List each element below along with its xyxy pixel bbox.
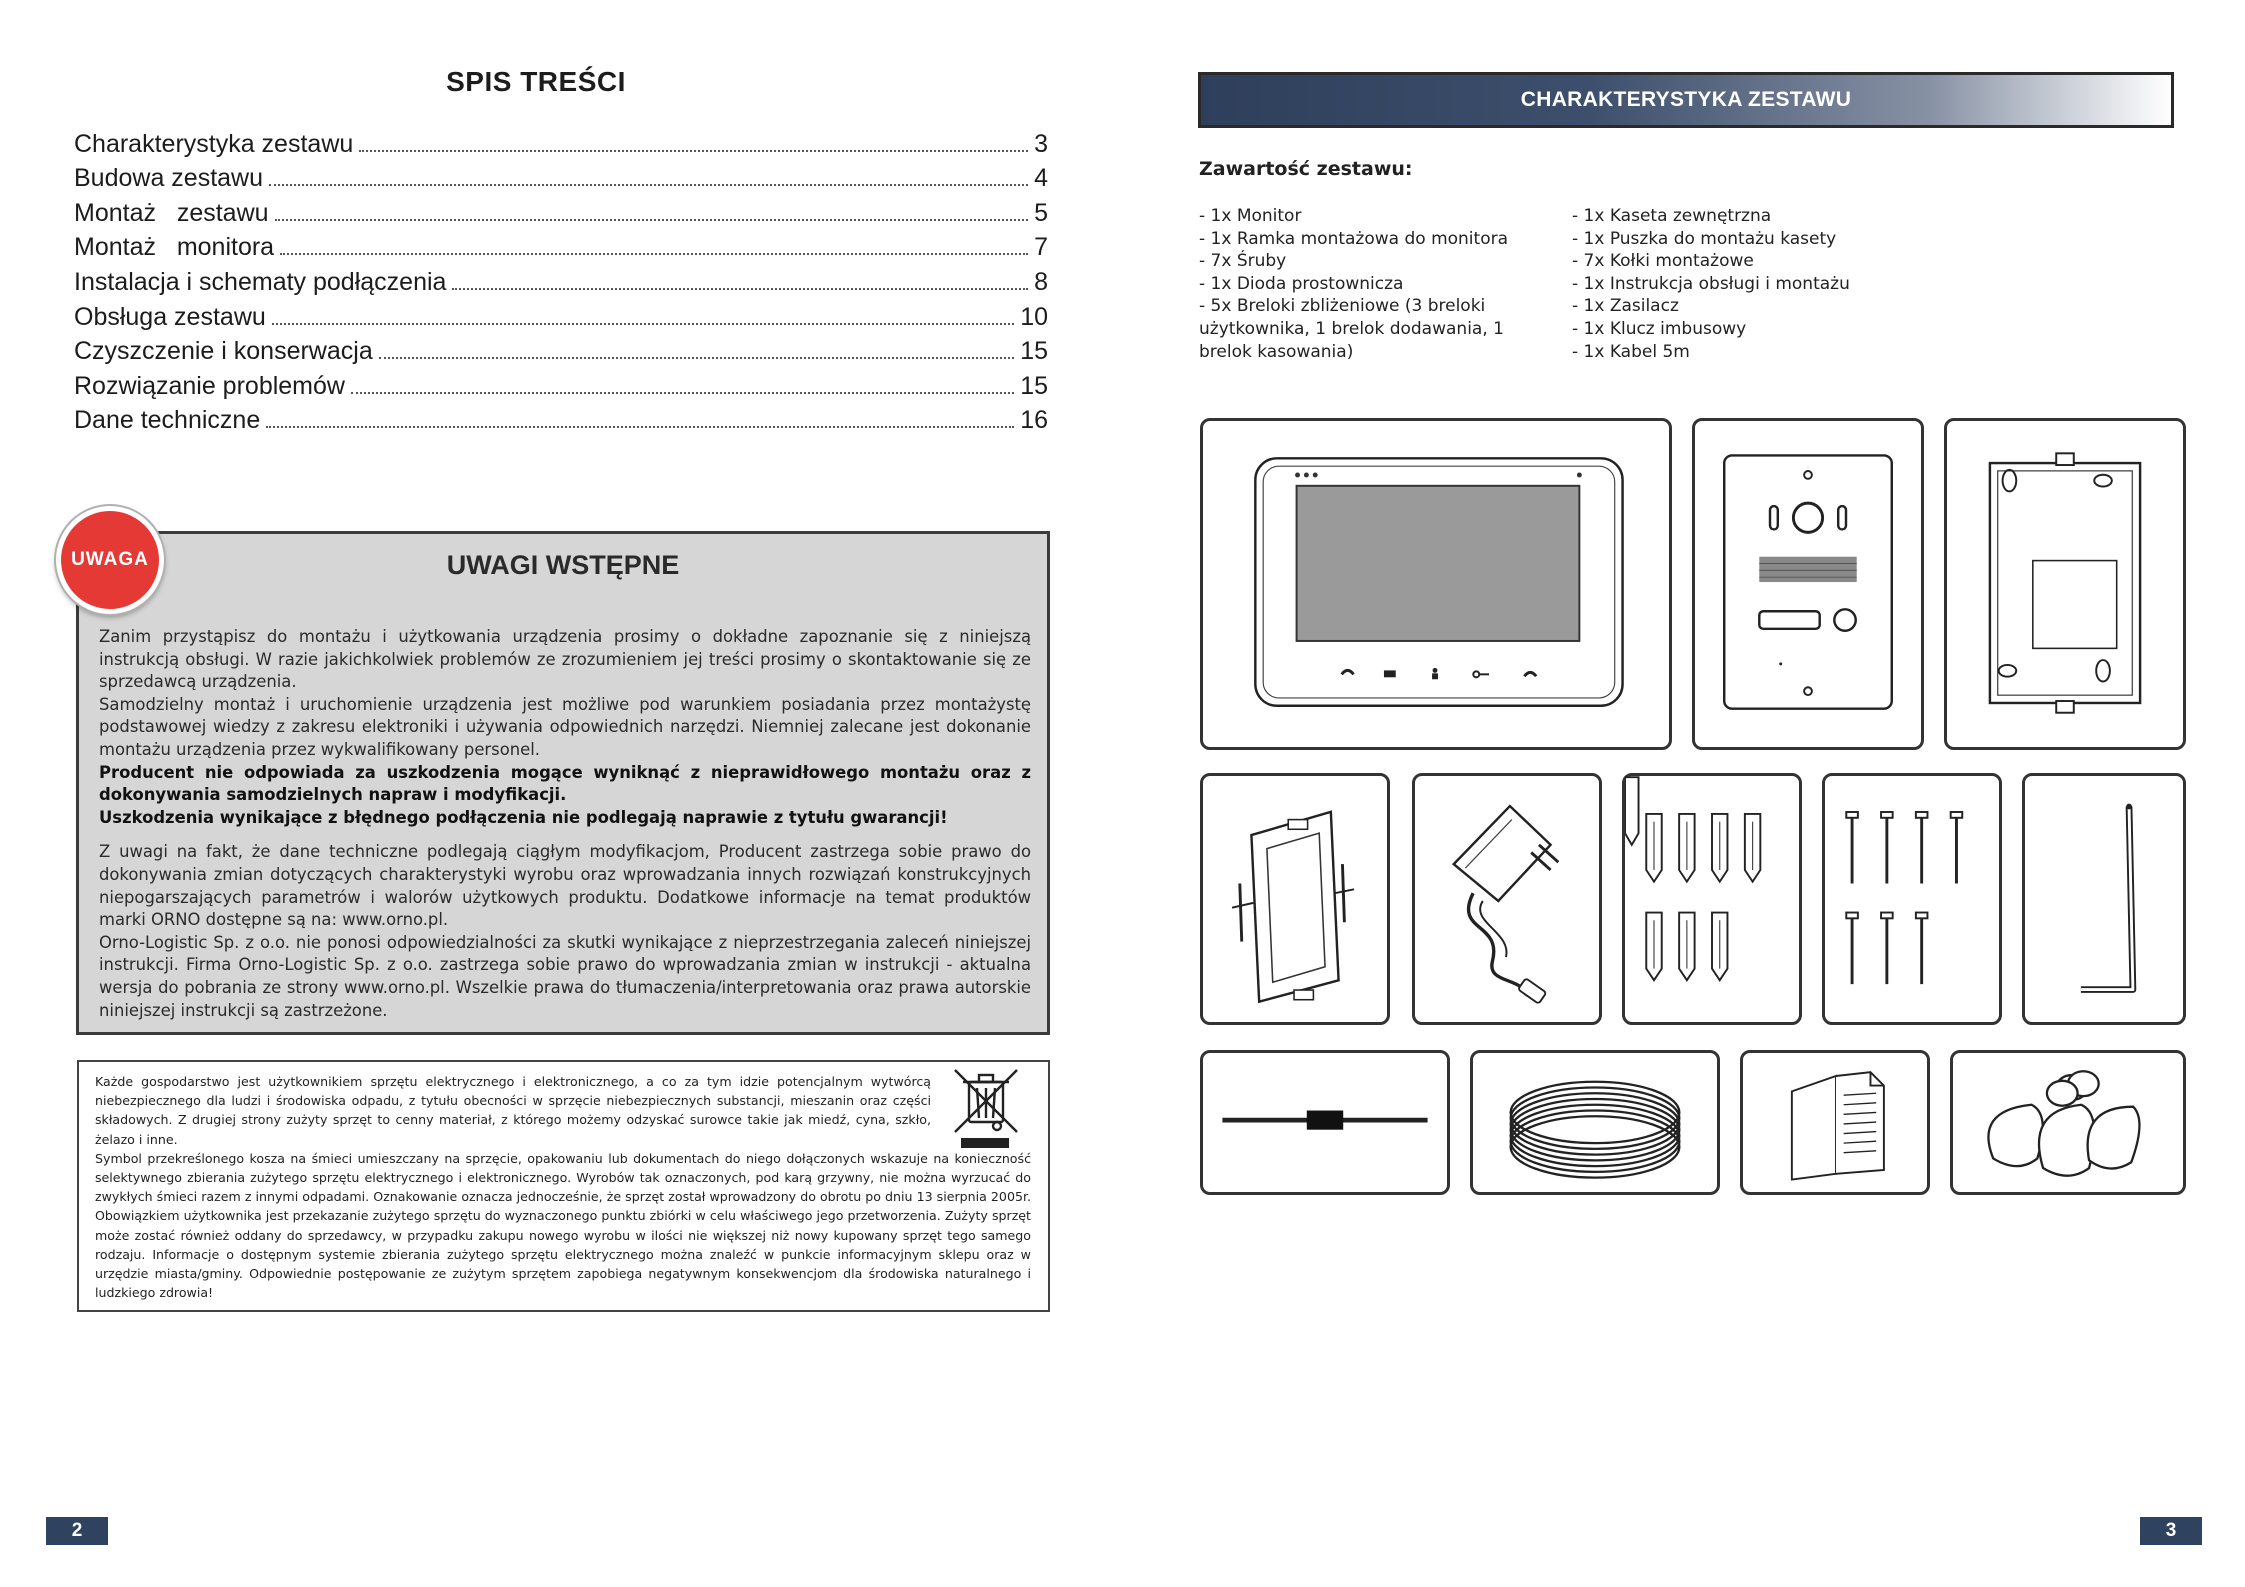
toc-item-label: Montaż monitora: [74, 233, 275, 262]
weee-disposal-box: [77, 1060, 1050, 1312]
power-adapter-image: [1412, 773, 1602, 1025]
toc-leader: [275, 219, 1029, 221]
toc-item[interactable]: [74, 332, 1048, 367]
manual-image: [1740, 1050, 1930, 1195]
monitor-image: [1200, 418, 1672, 750]
toc-item-label: Rozwiązanie problemów: [74, 371, 345, 400]
notes-warning-paragraph: [99, 762, 1031, 807]
page-number-left: 2: [46, 1517, 108, 1545]
notes-warranty-bold: Uszkodzenia wynikające z błędnego podłączenia nie podlegają naprawie z tytułu gwarancji!: [99, 807, 948, 827]
warning-badge-label: UWAGA: [71, 549, 149, 570]
weee-paragraph: Symbol przekreślonego kosza na śmieci umieszczany na sprzęcie, opakowaniu lub dokumentach do niego dołączonych wskazuje na konieczność selektywnego zbierania zużytego sprzętu elektrycznego i elektronicznego. Wyrobów tak oznaczonych, pod karą grzywny, nie można wyrzucać do zwykłych śmieci razem z innymi odpadami. Oznakowanie oznacza jednocześnie, że sprzęt został wprowadzony do obrotu po dniu 13 sierpnia 2005r. Obowiązkiem użytkownika jest przekazanie zużytego sprzętu do wyznaczonego punktu zbiórki w celu właściwego jego przetworzenia. Zużyty sprzęt może zostać również oddany do sprzedawcy, w przypadku zakupu nowego wyrobu w ilości nie większej niż nowy kupowany sprzęt tego samego rodzaju. Informacje o dostępnym systemie zbierania zużytego sprzętu elektrycznego można znaleźć w punkcie informacyjnym sklepu oraz w urzędzie miasta/gminy. Odpowiednie postępowanie ze zużytym sprzętem zapobiega negatywnym konsekwencjom dla środowiska naturalnego i ludzkiego zdrowia!: [95, 1150, 1031, 1301]
toc-item[interactable]: [74, 401, 1048, 436]
kit-list-item: - 1x Zasilacz: [1572, 296, 1679, 317]
toc-item[interactable]: [74, 124, 1048, 159]
table-of-contents: [74, 124, 1048, 435]
notes-warning-bold: Producent nie odpowiada za uszkodzenia mogące wyniknąć z nieprawidłowego montażu oraz z dokonywania samodzielnych napraw i modyfikacji.: [99, 762, 1031, 805]
diode-image: [1200, 1050, 1450, 1195]
toc-leader: [351, 392, 1014, 394]
toc-item-page: 15: [1020, 337, 1048, 366]
kit-list-left: [1199, 205, 1559, 363]
preliminary-notes-title: UWAGI WSTĘPNE: [446, 550, 680, 580]
kit-list-right: [1572, 205, 1932, 363]
kit-list-item: - 1x Puszka do montażu kasety: [1572, 228, 1837, 249]
toc-leader: [272, 323, 1014, 325]
toc-item-label: Charakterystyka zestawu: [74, 129, 354, 158]
kit-list-item: - 1x Instrukcja obsługi i montażu: [1572, 273, 1850, 294]
toc-leader: [452, 288, 1028, 290]
mounting-box-image: [1944, 418, 2186, 750]
kit-contents-title: Zawartość zestawu:: [1199, 158, 1413, 180]
cable-coil-image: [1470, 1050, 1720, 1195]
toc-item-page: 7: [1034, 233, 1048, 262]
screws-image: [1822, 773, 2002, 1025]
section-header-title: CHARAKTERYSTYKA ZESTAWU: [1520, 88, 1852, 111]
toc-title: SPIS TREŚCI: [446, 66, 626, 97]
toc-leader: [266, 426, 1014, 428]
toc-item[interactable]: [74, 193, 1048, 228]
kit-list-item: - 7x Śruby: [1199, 251, 1287, 272]
toc-item[interactable]: [74, 159, 1048, 194]
rfid-keyfobs-image: [1950, 1050, 2186, 1195]
toc-item-page: 15: [1020, 371, 1048, 400]
kit-list-item: - 7x Kołki montażowe: [1572, 251, 1754, 272]
page-number-right: 3: [2140, 1517, 2202, 1545]
outdoor-station-image: [1692, 418, 1924, 750]
toc-item-label: Dane techniczne: [74, 406, 261, 435]
toc-item-page: 4: [1034, 164, 1048, 193]
mounting-frame-image: [1200, 773, 1390, 1025]
kit-list-item: - 1x Dioda prostownicza: [1199, 273, 1404, 294]
toc-item-page: 8: [1034, 267, 1048, 296]
preliminary-notes-box: [76, 531, 1050, 1035]
toc-leader: [280, 253, 1028, 255]
toc-item-label: Obsługa zestawu: [74, 302, 266, 331]
toc-item-page: 10: [1020, 302, 1048, 331]
toc-item-label: Czyszczenie i konserwacja: [74, 337, 373, 366]
toc-item-page: 3: [1034, 129, 1048, 158]
preliminary-notes-text: [99, 626, 1031, 1022]
toc-item[interactable]: [74, 262, 1048, 297]
crossed-bin-icon: [949, 1066, 1025, 1152]
toc-item-label: Montaż zestawu: [74, 198, 269, 227]
notes-paragraph: Zanim przystąpisz do montażu i użytkowania urządzenia prosimy o dokładne zapoznanie się z niniejszą instrukcją obsługi. W razie jakichkolwiek problemów ze zrozumieniem jej treści prosimy o skontaktowanie się ze sprzedawcą urządzenia.: [99, 627, 1031, 692]
kit-list-item: - 1x Klucz imbusowy: [1572, 318, 1747, 339]
toc-leader: [269, 184, 1028, 186]
toc-item-label: Budowa zestawu: [74, 164, 264, 193]
toc-leader: [379, 357, 1014, 359]
toc-leader: [359, 150, 1028, 152]
warning-badge: [56, 506, 164, 614]
allen-key-image: [2022, 773, 2186, 1025]
kit-list-item: - 5x Breloki zbliżeniowe (3 breloki użytkownika, 1 brelok dodawania, 1 brelok kasowania): [1199, 296, 1504, 362]
toc-item[interactable]: [74, 366, 1048, 401]
toc-item[interactable]: [74, 228, 1048, 263]
kit-list-item: - 1x Ramka montażowa do monitora: [1199, 228, 1508, 249]
kit-list-item: - 1x Kaseta zewnętrzna: [1572, 206, 1772, 226]
notes-paragraph: Z uwagi na fakt, że dane techniczne podlegają ciągłym modyfikacjom, Producent zastrzega sobie prawo do dokonywania zmian dotyczących charakterystyki wyrobu oraz wprowadzania innych rozwiązań konstrukcyjnych niepogarszających parametrów i walorów użytkowych produktu. Dodatkowe informacje na temat produktów marki ORNO dostępne są na: www.orno.pl.: [99, 842, 1031, 930]
toc-item-page: 16: [1020, 406, 1048, 435]
toc-item-page: 5: [1034, 198, 1048, 227]
notes-paragraph: Orno-Logistic Sp. z o.o. nie ponosi odpowiedzialności za skutki wynikające z nieprzestrzegania zaleceń niniejszej instrukcji. Firma Orno-Logistic Sp. z o.o. zastrzega sobie prawo do wprowadzania zmian w instrukcji - aktualna wersja do pobrania ze strony www.orno.pl. Wszelkie prawa do tłumaczenia/interpretowania oraz prawa autorskie niniejszej instrukcji są zastrzeżone.: [99, 932, 1031, 1020]
kit-list-item: - 1x Kabel 5m: [1572, 341, 1690, 362]
weee-paragraph: Każde gospodarstwo jest użytkownikiem sprzętu elektrycznego i elektronicznego, a co za tym idzie potencjalnym wytwórcą niebezpiecznego dla ludzi i środowiska odpadu, z tytułu obecności w sprzęcie niebezpiecznych substancji, mieszanin oraz części składowych. Z drugiej strony zużyty sprzęt to cenny materiał, z którego możemy odzyskać surowce takie jak miedź, cyna, szkło, żelazo i inne.: [95, 1074, 931, 1147]
kit-list-item: - 1x Monitor: [1199, 206, 1302, 226]
section-header: [1198, 72, 2174, 128]
notes-paragraph: Samodzielny montaż i uruchomienie urządzenia jest możliwe pod warunkiem posiadania przez montażystę podstawowej wiedzy z zakresu elektroniki i używania odpowiednich narzędzi. Niemniej zalecane jest dokonanie montażu urządzenia przez wykwalifikowany personel.: [99, 694, 1031, 759]
notes-warranty-paragraph: [99, 807, 1031, 830]
toc-item-label: Instalacja i schematy podłączenia: [74, 267, 447, 296]
wall-plugs-image: [1622, 773, 1802, 1025]
toc-item[interactable]: [74, 297, 1048, 332]
weee-text: [95, 1072, 1031, 1302]
